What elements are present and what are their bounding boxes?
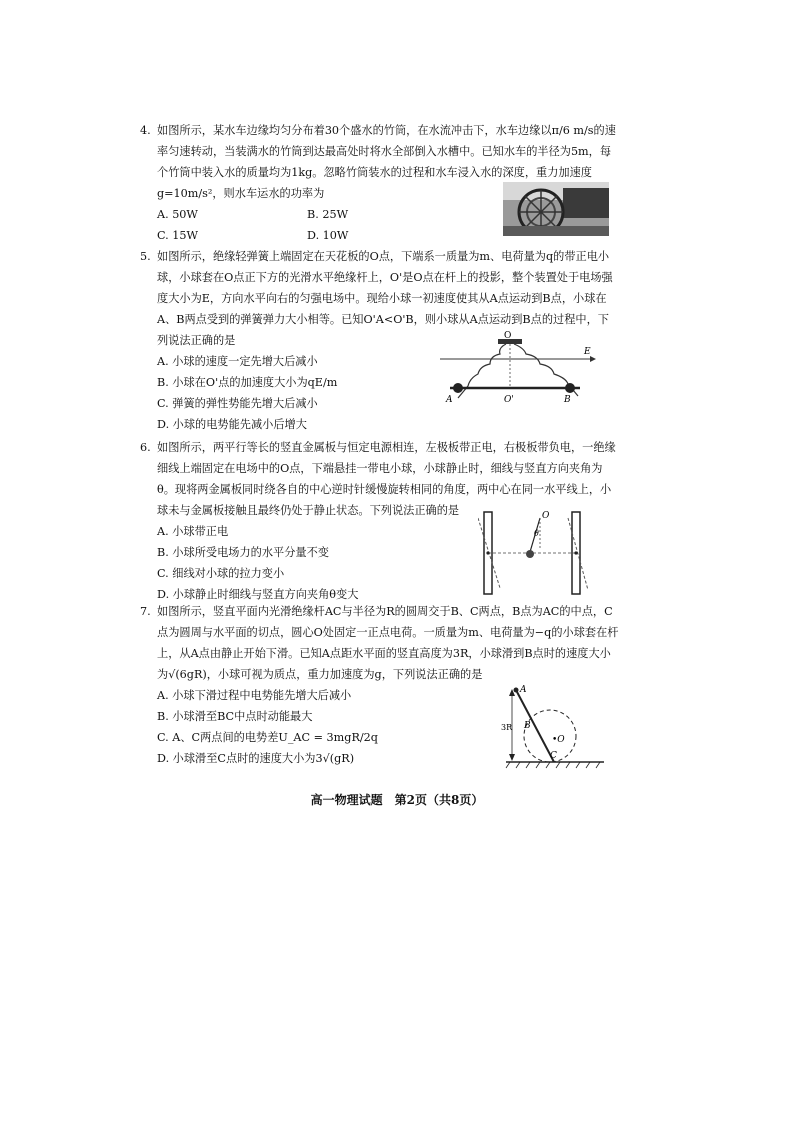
question-number: 7. (140, 605, 151, 618)
question-text: 如图所示，两平行等长的竖直金属板与恒定电源相连，左极板带正电，右极板带负电，一绝缘细线上端固定在电场中的O点，下端悬挂一带电小球，小球静止时，细线与竖直方向夹角为θ。现将两金属板同时绕各自的中心逆时针缓慢旋转相同的角度，两中心在同一水平线上，小球未与金属板接触且最终仍处于静止状态。下列说法正确的是 (157, 441, 616, 517)
label-c: C (550, 751, 557, 761)
question-number: 6. (140, 441, 151, 454)
question-text: 如图所示，竖直平面内光滑绝缘杆AC与半径为R的圆周交于B、C两点，B点为AC的中点，C点为圆周与水平面的切点，圆心O处固定一正点电荷。一质量为m、电荷量为−q的小球套在杆上，从A点由静止开始下滑。已知A点距水平面的竖直高度为3R，小球滑到B点时的速度大小为√(6gR)，小球可视为质点，重力加速度为g，下列说法正确的是 (157, 605, 619, 681)
option-c: C. 15W (157, 229, 199, 242)
option-b: B. 小球滑至BC中点时动能最大 (157, 710, 313, 723)
question-number: 4. (140, 124, 151, 137)
waterwheel-photo (503, 182, 609, 236)
label-b: B (524, 721, 531, 731)
question-stem (140, 601, 620, 685)
option-c: C. A、C两点间的电势差U_AC = 3mgR/2q (157, 731, 378, 744)
option-a: A. 小球下滑过程中电势能先增大后减小 (157, 689, 352, 702)
option-b: B. 25W (307, 208, 349, 221)
option-a: A. 50W (157, 208, 198, 221)
rod-circle-diagram (500, 684, 610, 772)
label-a: A (446, 395, 453, 405)
option-b: B. 小球所受电场力的水平分量不变 (157, 546, 329, 559)
page-footer: 高一物理试题 第2页（共8页） (310, 793, 484, 807)
label-a: A (520, 685, 527, 695)
label-o-prime: O' (504, 395, 514, 405)
option-d: D. 小球的电势能先减小后增大 (157, 418, 307, 431)
question-text: 如图所示，绝缘轻弹簧上端固定在天花板的O点，下端系一质量为m、电荷量为q的带正电小球，小球套在O点正下方的光滑水平绝缘杆上，O'是O点在杆上的投影，整个装置处于电场强度大小为E，方向水平向右的匀强电场中。现给小球一初速度使其从A点运动到B点，小球在A、B两点受到的弹簧弹力大小相等。已知O'A<O'B，则小球从A点运动到B点的过程中，下列说法正确的是 (157, 250, 613, 347)
option-d: D. 小球滑至C点时的速度大小为3√(gR) (157, 752, 355, 765)
label-b: B (564, 395, 571, 405)
option-d: D. 10W (307, 229, 349, 242)
label-o: O (504, 331, 512, 341)
option-b: B. 小球在O'点的加速度大小为qE/m (157, 376, 338, 389)
label-theta: θ (534, 529, 539, 538)
label-height: 3R (501, 723, 513, 732)
label-center-o: •O (552, 735, 565, 745)
option-a: A. 小球的速度一定先增大后减小 (157, 355, 318, 368)
option-c: C. 弹簧的弹性势能先增大后减小 (157, 397, 318, 410)
spring-ball-diagram (440, 330, 600, 405)
question-number: 5. (140, 250, 151, 263)
label-e: E (584, 347, 591, 357)
option-d: D. 小球静止时细线与竖直方向夹角θ变大 (157, 588, 359, 601)
parallel-plates-diagram (478, 508, 596, 598)
label-o: O (542, 511, 550, 521)
option-c: C. 细线对小球的拉力变小 (157, 567, 285, 580)
question-text: 如图所示，某水车边缘均匀分布着30个盛水的竹筒，在水流冲击下，水车边缘以π/6 m/s的速率匀速转动，当装满水的竹筒到达最高处时将水全部倒入水槽中。已知水车的半径为5m，每个竹筒中装入水的质量均为1kg。忽略竹筒装水的过程和水车浸入水的深度，重力加速度g=10m/s²，则水车运水的功率为 (157, 124, 616, 200)
option-a: A. 小球带正电 (157, 525, 229, 538)
